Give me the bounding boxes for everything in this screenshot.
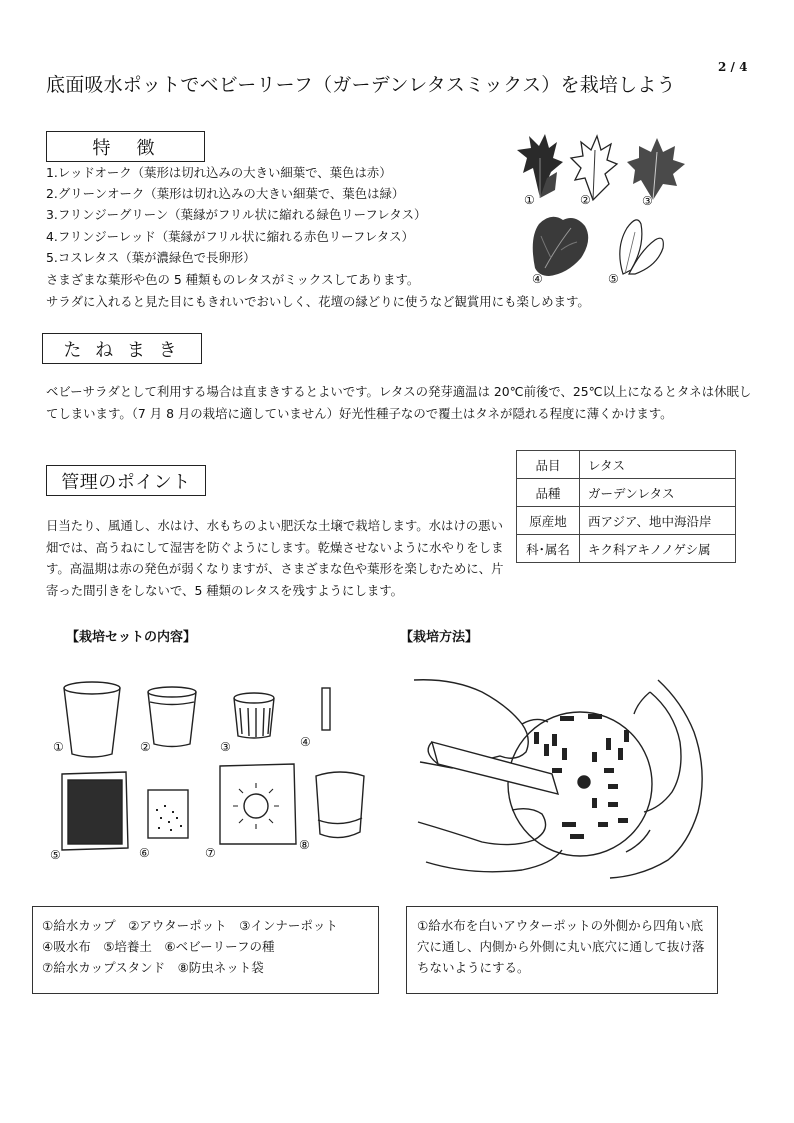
soil-bag-icon	[62, 772, 128, 850]
cup-stand-icon	[220, 764, 296, 844]
table-key-family: 科･属名	[517, 535, 580, 563]
feature-summary-1: さまざまな葉形や色の 5 種類ものレタスがミックスしてあります。	[46, 272, 420, 287]
table-value-family: キク科アキノノゲシ属	[580, 535, 736, 563]
kit-caption-box	[32, 906, 379, 994]
method-heading: 【栽培方法】	[400, 630, 479, 645]
table-row	[517, 507, 736, 535]
leaf-label-2: ②	[580, 193, 591, 207]
management-heading: 管理のポイント	[46, 465, 206, 496]
feature-line-4: 4.フリンジーレッド（葉縁がフリル状に縮れる赤色リーフレタス）	[46, 229, 414, 244]
green-oak-leaf-icon	[571, 136, 617, 200]
sowing-text: ベビーサラダとして利用する場合は直まきするとよいです。レタスの発芽適温は 20℃前後で、25℃以上になるとタネは休眠してしまいます。（7 月 8 月の栽培に適していません）好光性種子なので覆土はタネが隠れる程度に薄くかけます。	[46, 384, 752, 421]
leaf-label-5: ⑤	[608, 272, 619, 286]
kit-caption-line-1: ①給水カップ ②アウターポット ③インナーポット	[42, 918, 338, 933]
kit-label-4: ④	[300, 735, 311, 749]
fringy-red-leaf-icon	[533, 217, 588, 276]
table-key-origin: 原産地	[517, 507, 580, 535]
table-value-item: レタス	[580, 451, 736, 479]
features-heading: 特 徴	[46, 131, 205, 162]
leaf-label-1: ①	[524, 193, 535, 207]
wick-cloth-icon	[322, 688, 330, 730]
seed-packet-icon	[148, 790, 188, 838]
table-value-variety: ガーデンレタス	[580, 479, 736, 507]
kit-label-6: ⑥	[139, 846, 150, 860]
method-caption-box	[406, 906, 718, 994]
leaf-label-4: ④	[532, 272, 543, 286]
feature-line-5: 5.コスレタス（葉が濃緑色で長卵形）	[46, 250, 256, 265]
kit-label-5: ⑤	[50, 848, 61, 862]
feature-line-1: 1.レッドオーク（葉形は切れ込みの大きい細葉で、葉色は赤）	[46, 165, 392, 180]
plant-info-table	[516, 450, 736, 563]
red-oak-leaf-icon	[517, 134, 563, 198]
method-illustration	[412, 672, 712, 887]
kit-label-1: ①	[53, 740, 64, 754]
sowing-heading: た ね ま き	[42, 333, 202, 364]
table-key-variety: 品種	[517, 479, 580, 507]
outer-pot-icon	[148, 687, 196, 747]
management-text: 日当たり、風通し、水はけ、水もちのよい肥沃な土壌で栽培します。水はけの悪い畑では、高うねにして湿害を防ぐようにします。乾燥させないように水やりをします。高温期は赤の発色が弱くなりますが、さまざまな色や葉形を楽しむために、片寄った間引きをしないで、5 種類のレタスを残すようにします。	[46, 518, 504, 598]
leaf-label-3: ③	[642, 194, 653, 208]
method-caption: ①給水布を白いアウターポットの外側から四角い底穴に通し、内側から外側に丸い底穴に通して抜け落ちないようにする。	[417, 918, 705, 975]
feature-line-3: 3.フリンジーグリーン（葉縁がフリル状に縮れる緑色リーフレタス）	[46, 207, 427, 222]
feature-line-2: 2.グリーンオーク（葉形は切れ込みの大きい細葉で、葉色は緑）	[46, 186, 405, 201]
page-number: 2 / 4	[718, 60, 748, 74]
page-title: 底面吸水ポットでベビーリーフ（ガーデンレタスミックス）を栽培しよう	[46, 74, 676, 96]
inner-pot-icon	[234, 693, 274, 738]
kit-heading: 【栽培セットの内容】	[66, 630, 197, 645]
lettuce-varieties-illustration	[505, 128, 705, 293]
kit-label-3: ③	[220, 740, 231, 754]
table-row	[517, 451, 736, 479]
kit-caption-line-2: ④吸水布 ⑤培養土 ⑥ベビーリーフの種	[42, 939, 275, 954]
fringy-green-leaf-icon	[627, 138, 685, 200]
kit-label-2: ②	[140, 740, 151, 754]
table-row	[517, 535, 736, 563]
table-row	[517, 479, 736, 507]
kit-caption-line-3: ⑦給水カップスタンド ⑧防虫ネット袋	[42, 960, 264, 975]
cos-lettuce-leaf-icon	[620, 220, 664, 274]
water-cup-icon	[64, 682, 120, 757]
insect-net-bag-icon	[316, 772, 364, 838]
kit-label-8: ⑧	[299, 838, 310, 852]
kit-label-7: ⑦	[205, 846, 216, 860]
feature-summary-2: サラダに入れると見た目にもきれいでおいしく、花壇の縁どりに使うなど観賞用にも楽しめます。	[46, 294, 590, 309]
table-key-item: 品目	[517, 451, 580, 479]
table-value-origin: 西アジア、地中海沿岸	[580, 507, 736, 535]
